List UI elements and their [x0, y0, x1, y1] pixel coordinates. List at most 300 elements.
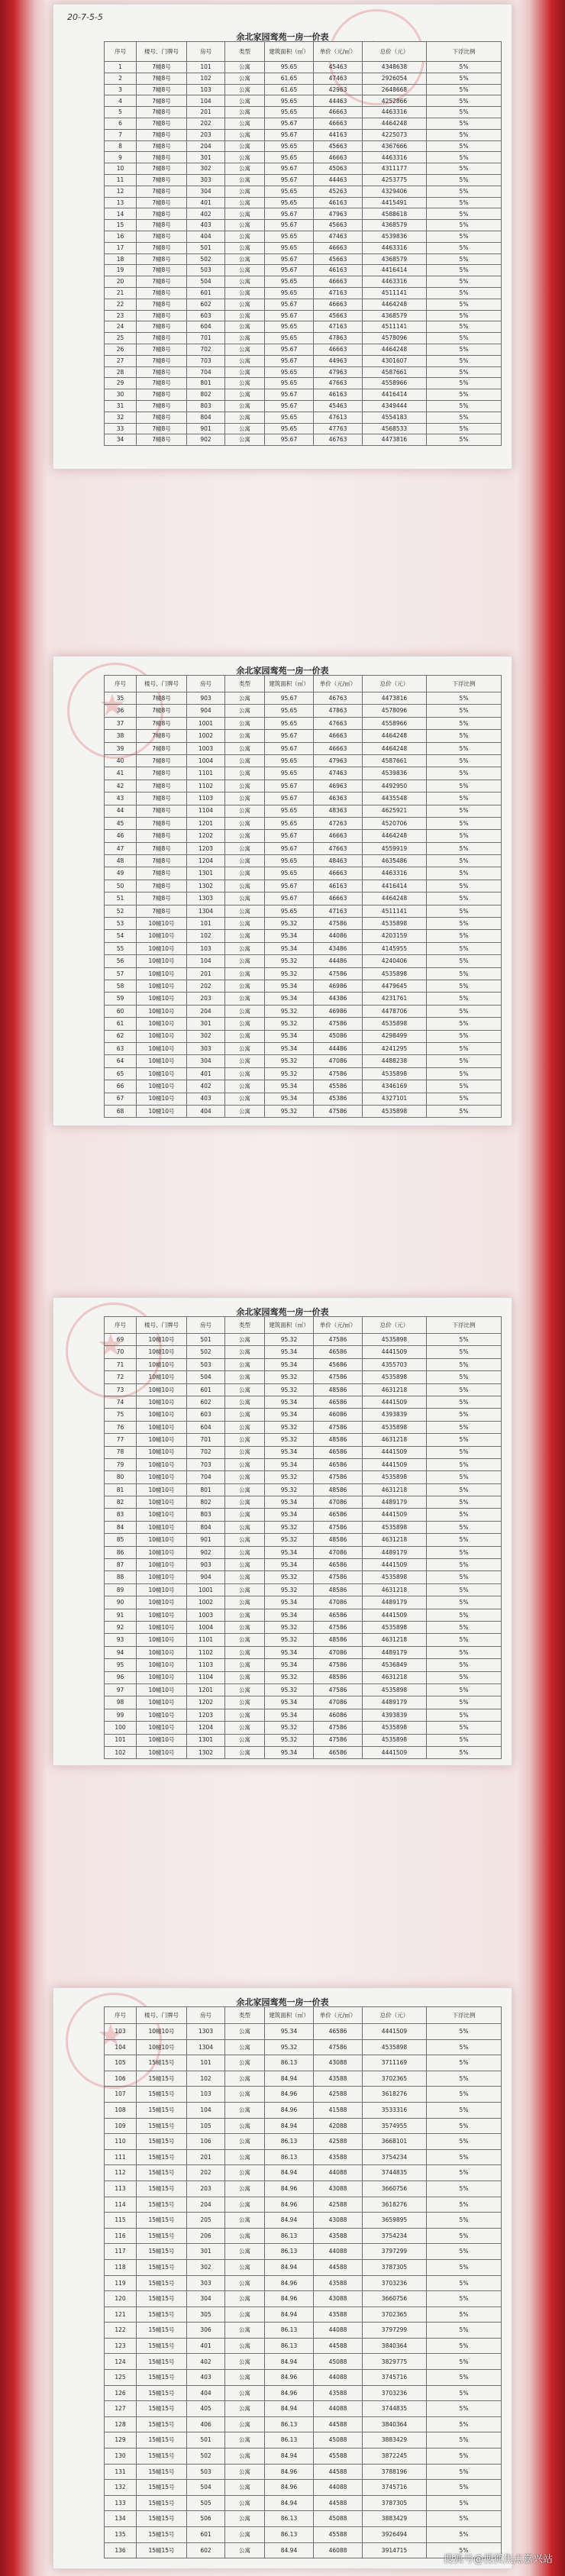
table-cell: 4240406	[363, 955, 427, 967]
table-cell: 公寓	[225, 1105, 265, 1117]
table-cell: 84.94	[265, 2354, 314, 2370]
table-cell: 4631218	[363, 1671, 427, 1683]
table-cell: 21	[105, 287, 137, 299]
table-cell: 5%	[427, 1358, 502, 1370]
table-row	[105, 1621, 502, 1633]
table-cell: 公寓	[225, 265, 265, 276]
table-cell: 公寓	[225, 1080, 265, 1093]
table-cell: 4535898	[363, 2039, 427, 2055]
table-cell: 85	[105, 1534, 137, 1546]
table-cell: 公寓	[225, 1722, 265, 1734]
table-row	[105, 299, 502, 310]
table-cell: 101	[187, 918, 225, 930]
table-cell: 15幢15号	[137, 2244, 187, 2260]
table-cell: 86.13	[265, 2228, 314, 2244]
table-cell: 5%	[427, 1621, 502, 1633]
table-cell: 95.67	[265, 830, 314, 842]
table-cell: 4558966	[363, 717, 427, 729]
table-cell: 4535898	[363, 1722, 427, 1734]
table-cell: 4463316	[363, 242, 427, 253]
table-cell: 47586	[314, 1067, 363, 1080]
table-row	[105, 2370, 502, 2386]
table-cell: 公寓	[225, 1709, 265, 1721]
table-cell: 84.94	[265, 2306, 314, 2323]
table-cell: 5%	[427, 2370, 502, 2386]
table-cell: 5%	[427, 2338, 502, 2354]
table-cell: 公寓	[225, 1621, 265, 1633]
table-row	[105, 62, 502, 73]
table-cell: 4535898	[363, 1683, 427, 1696]
table-cell: 5%	[427, 2087, 502, 2103]
column-header: 类型	[225, 2007, 265, 2024]
table-cell: 29	[105, 378, 137, 389]
table-cell: 4441509	[363, 2024, 427, 2040]
table-cell: 5%	[427, 742, 502, 754]
table-cell: 4368579	[363, 253, 427, 265]
table-cell: 1101	[187, 1634, 225, 1646]
table-cell: 5%	[427, 880, 502, 892]
table-cell: 公寓	[225, 2542, 265, 2558]
table-cell: 7幢8号	[137, 129, 187, 140]
table-row	[105, 1659, 502, 1671]
table-cell: 4441509	[363, 1458, 427, 1470]
table-cell: 502	[187, 253, 225, 265]
table-cell: 86.13	[265, 2511, 314, 2527]
table-cell: 3533316	[363, 2102, 427, 2118]
table-cell: 46	[105, 830, 137, 842]
table-row	[105, 423, 502, 434]
table-cell: 41588	[314, 2102, 363, 2118]
table-cell: 4241295	[363, 1042, 427, 1054]
table-cell: 93	[105, 1634, 137, 1646]
table-cell: 501	[187, 242, 225, 253]
table-cell: 84.96	[265, 2291, 314, 2307]
table-row	[105, 980, 502, 992]
table-cell: 43	[105, 792, 137, 805]
table-cell: 公寓	[225, 1734, 265, 1746]
table-row	[105, 1446, 502, 1458]
table-cell: 45088	[314, 2354, 363, 2370]
table-cell: 16	[105, 231, 137, 242]
table-cell: 86.13	[265, 2527, 314, 2543]
table-cell: 95.65	[265, 855, 314, 867]
table-cell: 70	[105, 1346, 137, 1358]
table-cell: 117	[105, 2244, 137, 2260]
table-cell: 804	[187, 412, 225, 423]
table-row	[105, 434, 502, 446]
column-header: 类型	[225, 676, 265, 692]
table-cell: 5%	[427, 2542, 502, 2558]
table-cell: 95.34	[265, 1346, 314, 1358]
table-cell: 43588	[314, 2071, 363, 2087]
table-cell: 4535898	[363, 1067, 427, 1080]
table-cell: 公寓	[225, 830, 265, 842]
price-table	[104, 675, 502, 1118]
table-cell: 48586	[314, 1671, 363, 1683]
table-cell: 5%	[427, 1093, 502, 1105]
table-cell: 公寓	[225, 2259, 265, 2275]
table-cell: 100	[105, 1722, 137, 1734]
table-cell: 603	[187, 1409, 225, 1421]
table-cell: 3660756	[363, 2291, 427, 2307]
table-cell: 84.96	[265, 2385, 314, 2401]
table-cell: 77	[105, 1434, 137, 1446]
table-row	[105, 1434, 502, 1446]
table-cell: 5%	[427, 1005, 502, 1017]
table-cell: 84	[105, 1521, 137, 1533]
table-cell: 1304	[187, 2039, 225, 2055]
table-cell: 403	[187, 220, 225, 231]
table-row	[105, 2055, 502, 2071]
table-cell: 公寓	[225, 2149, 265, 2165]
table-cell: 公寓	[225, 2228, 265, 2244]
table-cell: 903	[187, 1559, 225, 1571]
table-cell: 47463	[314, 767, 363, 780]
table-cell: 31	[105, 400, 137, 412]
table-cell: 5%	[427, 2071, 502, 2087]
table-cell: 95.65	[265, 140, 314, 152]
table-cell: 7幢8号	[137, 253, 187, 265]
table-cell: 公寓	[225, 1383, 265, 1396]
table-cell: 202	[187, 118, 225, 129]
table-cell: 95.67	[265, 253, 314, 265]
table-cell: 45588	[314, 2448, 363, 2465]
table-cell: 27	[105, 355, 137, 366]
table-cell: 7幢8号	[137, 287, 187, 299]
table-cell: 7幢8号	[137, 842, 187, 854]
table-cell: 1301	[187, 867, 225, 880]
table-cell: 5%	[427, 1334, 502, 1346]
table-cell: 10幢10号	[137, 1621, 187, 1633]
table-cell: 46663	[314, 867, 363, 880]
table-cell: 95.34	[265, 1080, 314, 1093]
table-cell: 99	[105, 1709, 137, 1721]
table-cell: 4145955	[363, 942, 427, 954]
table-cell: 公寓	[225, 905, 265, 917]
table-cell: 5%	[427, 1609, 502, 1621]
table-cell: 公寓	[225, 2291, 265, 2307]
table-cell: 7幢8号	[137, 62, 187, 73]
table-cell: 公寓	[225, 253, 265, 265]
table-cell: 302	[187, 1030, 225, 1042]
table-cell: 10幢10号	[137, 1042, 187, 1054]
table-cell: 46663	[314, 344, 363, 355]
table-cell: 15幢15号	[137, 2448, 187, 2465]
table-cell: 95.34	[265, 1746, 314, 1758]
table-cell: 1202	[187, 1696, 225, 1709]
table-cell: 95.67	[265, 692, 314, 705]
table-cell: 95.67	[265, 344, 314, 355]
table-cell: 4348638	[363, 62, 427, 73]
table-cell: 101	[187, 2055, 225, 2071]
table-cell: 5%	[427, 1559, 502, 1571]
table-row	[105, 163, 502, 175]
table-cell: 公寓	[225, 1358, 265, 1370]
table-cell: 公寓	[225, 1559, 265, 1571]
table-cell: 5%	[427, 830, 502, 842]
table-cell: 401	[187, 197, 225, 208]
table-row	[105, 2306, 502, 2323]
table-cell: 10幢10号	[137, 1734, 187, 1746]
column-header: 下浮比例	[427, 2007, 502, 2024]
table-cell: 71	[105, 1358, 137, 1370]
table-cell: 4535898	[363, 1018, 427, 1030]
column-header: 序号	[105, 42, 137, 62]
table-cell: 5%	[427, 780, 502, 792]
table-cell: 4464248	[363, 344, 427, 355]
table-cell: 95.32	[265, 1421, 314, 1433]
table-cell: 7幢8号	[137, 692, 187, 705]
table-cell: 801	[187, 378, 225, 389]
table-cell: 公寓	[225, 2480, 265, 2496]
table-cell: 5%	[427, 867, 502, 880]
table-cell: 公寓	[225, 2213, 265, 2229]
table-cell: 5%	[427, 1421, 502, 1433]
column-header: 房号	[187, 1317, 225, 1334]
table-cell: 4416414	[363, 880, 427, 892]
table-cell: 305	[187, 2306, 225, 2323]
table-cell: 公寓	[225, 842, 265, 854]
table-cell: 1303	[187, 2024, 225, 2040]
table-cell: 206	[187, 2228, 225, 2244]
table-cell: 47586	[314, 1722, 363, 1734]
table-cell: 17	[105, 242, 137, 253]
table-cell: 95.34	[265, 1609, 314, 1621]
table-cell: 201	[187, 967, 225, 980]
table-cell: 44486	[314, 1042, 363, 1054]
table-cell: 3668101	[363, 2134, 427, 2150]
table-cell: 公寓	[225, 2354, 265, 2370]
table-cell: 3926494	[363, 2527, 427, 2543]
table-cell: 95.34	[265, 2024, 314, 2040]
table-cell: 4489179	[363, 1596, 427, 1609]
table-cell: 19	[105, 265, 137, 276]
table-row	[105, 742, 502, 754]
table-cell: 95.67	[265, 310, 314, 321]
table-cell: 75	[105, 1409, 137, 1421]
table-cell: 3914715	[363, 2542, 427, 2558]
table-cell: 95.32	[265, 955, 314, 967]
table-cell: 5%	[427, 1483, 502, 1496]
table-row	[105, 2542, 502, 2558]
table-cell: 45663	[314, 253, 363, 265]
table-cell: 4441509	[363, 1509, 427, 1521]
table-cell: 10幢10号	[137, 1534, 187, 1546]
table-cell: 5%	[427, 2401, 502, 2417]
table-cell: 15幢15号	[137, 2416, 187, 2432]
table-cell: 95.32	[265, 1371, 314, 1383]
table-cell: 公寓	[225, 434, 265, 446]
table-cell: 62	[105, 1030, 137, 1042]
table-cell: 46986	[314, 1005, 363, 1017]
table-cell: 10幢10号	[137, 1659, 187, 1671]
table-cell: 10幢10号	[137, 1030, 187, 1042]
table-cell: 15幢15号	[137, 2480, 187, 2496]
table-cell: 63	[105, 1042, 137, 1054]
table-cell: 公寓	[225, 1055, 265, 1067]
table-cell: 公寓	[225, 2165, 265, 2181]
table-cell: 94	[105, 1646, 137, 1658]
column-header: 下浮比例	[427, 42, 502, 62]
table-cell: 5%	[427, 2197, 502, 2213]
table-cell: 45463	[314, 62, 363, 73]
table-cell: 304	[187, 2291, 225, 2307]
table-cell: 95.32	[265, 1671, 314, 1683]
table-cell: 95.34	[265, 1546, 314, 1558]
table-cell: 403	[187, 1093, 225, 1105]
table-cell: 47586	[314, 1659, 363, 1671]
table-row	[105, 2275, 502, 2291]
table-cell: 7幢8号	[137, 118, 187, 129]
table-cell: 43088	[314, 2213, 363, 2229]
table-cell: 4329406	[363, 186, 427, 197]
table-cell: 25	[105, 333, 137, 344]
table-cell: 601	[187, 2527, 225, 2543]
table-cell: 95.34	[265, 1358, 314, 1370]
table-cell: 904	[187, 705, 225, 717]
table-cell: 公寓	[225, 767, 265, 780]
table-cell: 23	[105, 310, 137, 321]
table-row	[105, 2416, 502, 2432]
table-cell: 106	[187, 2134, 225, 2150]
table-cell: 15幢15号	[137, 2306, 187, 2323]
table-cell: 公寓	[225, 980, 265, 992]
table-cell: 46163	[314, 197, 363, 208]
table-cell: 5%	[427, 1105, 502, 1117]
table-cell: 47586	[314, 2039, 363, 2055]
table-cell: 48	[105, 855, 137, 867]
table-cell: 10幢10号	[137, 1005, 187, 1017]
table-cell: 95.32	[265, 1334, 314, 1346]
table-cell: 43088	[314, 2291, 363, 2307]
table-cell: 48586	[314, 1383, 363, 1396]
table-cell: 501	[187, 1334, 225, 1346]
table-cell: 14	[105, 208, 137, 220]
table-cell: 4441509	[363, 1609, 427, 1621]
table-cell: 702	[187, 344, 225, 355]
table-cell: 40	[105, 754, 137, 767]
table-cell: 5%	[427, 197, 502, 208]
table-cell: 95.65	[265, 333, 314, 344]
table-cell: 61.65	[265, 84, 314, 95]
table-cell: 5%	[427, 129, 502, 140]
table-cell: 86.13	[265, 2134, 314, 2150]
table-cell: 5%	[427, 1030, 502, 1042]
table-cell: 5%	[427, 73, 502, 84]
table-cell: 46663	[314, 830, 363, 842]
table-cell: 301	[187, 1018, 225, 1030]
table-cell: 7幢8号	[137, 705, 187, 717]
table-cell: 97	[105, 1683, 137, 1696]
table-cell: 704	[187, 1471, 225, 1483]
table-cell: 5%	[427, 1396, 502, 1408]
table-cell: 122	[105, 2323, 137, 2339]
table-cell: 95.65	[265, 276, 314, 288]
table-cell: 7幢8号	[137, 767, 187, 780]
table-row	[105, 730, 502, 742]
table-cell: 9	[105, 152, 137, 163]
table-cell: 44163	[314, 129, 363, 140]
table-cell: 7幢8号	[137, 344, 187, 355]
table-cell: 45088	[314, 2432, 363, 2448]
table-cell: 128	[105, 2416, 137, 2432]
table-cell: 5%	[427, 220, 502, 231]
table-cell: 5%	[427, 62, 502, 73]
table-cell: 5%	[427, 2244, 502, 2260]
table-row	[105, 84, 502, 95]
table-cell: 801	[187, 1483, 225, 1496]
table-cell: 15幢15号	[137, 2102, 187, 2118]
table-cell: 504	[187, 1371, 225, 1383]
table-cell: 107	[105, 2087, 137, 2103]
table-cell: 5%	[427, 1383, 502, 1396]
table-cell: 公寓	[225, 2511, 265, 2527]
table-row	[105, 2495, 502, 2511]
table-cell: 10幢10号	[137, 1496, 187, 1509]
table-cell: 47763	[314, 423, 363, 434]
table-cell: 703	[187, 355, 225, 366]
table-row	[105, 2338, 502, 2354]
table-cell: 3754234	[363, 2228, 427, 2244]
table-cell: 15幢15号	[137, 2511, 187, 2527]
table-cell: 15幢15号	[137, 2385, 187, 2401]
table-cell: 1004	[187, 1621, 225, 1633]
table-cell: 902	[187, 1546, 225, 1558]
table-cell: 公寓	[225, 1421, 265, 1433]
table-cell: 4489179	[363, 1496, 427, 1509]
table-cell: 5%	[427, 1458, 502, 1470]
table-cell: 4393839	[363, 1409, 427, 1421]
table-cell: 公寓	[225, 705, 265, 717]
table-cell: 7幢8号	[137, 792, 187, 805]
table-cell: 5%	[427, 1722, 502, 1734]
table-cell: 701	[187, 1434, 225, 1446]
table-cell: 1302	[187, 880, 225, 892]
table-cell: 公寓	[225, 2448, 265, 2465]
table-cell: 43486	[314, 942, 363, 954]
table-cell: 103	[187, 942, 225, 954]
table-cell: 404	[187, 231, 225, 242]
column-header: 序号	[105, 676, 137, 692]
table-cell: 95.34	[265, 942, 314, 954]
table-cell: 5%	[427, 253, 502, 265]
column-header: 楼号、门牌号	[137, 2007, 187, 2024]
table-cell: 10幢10号	[137, 1334, 187, 1346]
table-cell: 95.65	[265, 321, 314, 333]
table-cell: 95.65	[265, 805, 314, 817]
table-cell: 5%	[427, 2228, 502, 2244]
table-cell: 4554183	[363, 412, 427, 423]
table-cell: 7	[105, 129, 137, 140]
table-cell: 公寓	[225, 107, 265, 118]
table-cell: 3883429	[363, 2432, 427, 2448]
table-cell: 603	[187, 310, 225, 321]
table-cell: 5%	[427, 2039, 502, 2055]
table-cell: 4488238	[363, 1055, 427, 1067]
table-cell: 3840364	[363, 2416, 427, 2432]
table-cell: 10幢10号	[137, 1722, 187, 1734]
table-cell: 802	[187, 1496, 225, 1509]
table-cell: 公寓	[225, 2370, 265, 2386]
table-cell: 46586	[314, 1396, 363, 1408]
table-cell: 134	[105, 2511, 137, 2527]
table-cell: 109	[105, 2118, 137, 2134]
table-cell: 46586	[314, 2024, 363, 2040]
table-cell: 47863	[314, 705, 363, 717]
table-cell: 5%	[427, 980, 502, 992]
table-cell: 52	[105, 905, 137, 917]
table-cell: 44463	[314, 95, 363, 107]
